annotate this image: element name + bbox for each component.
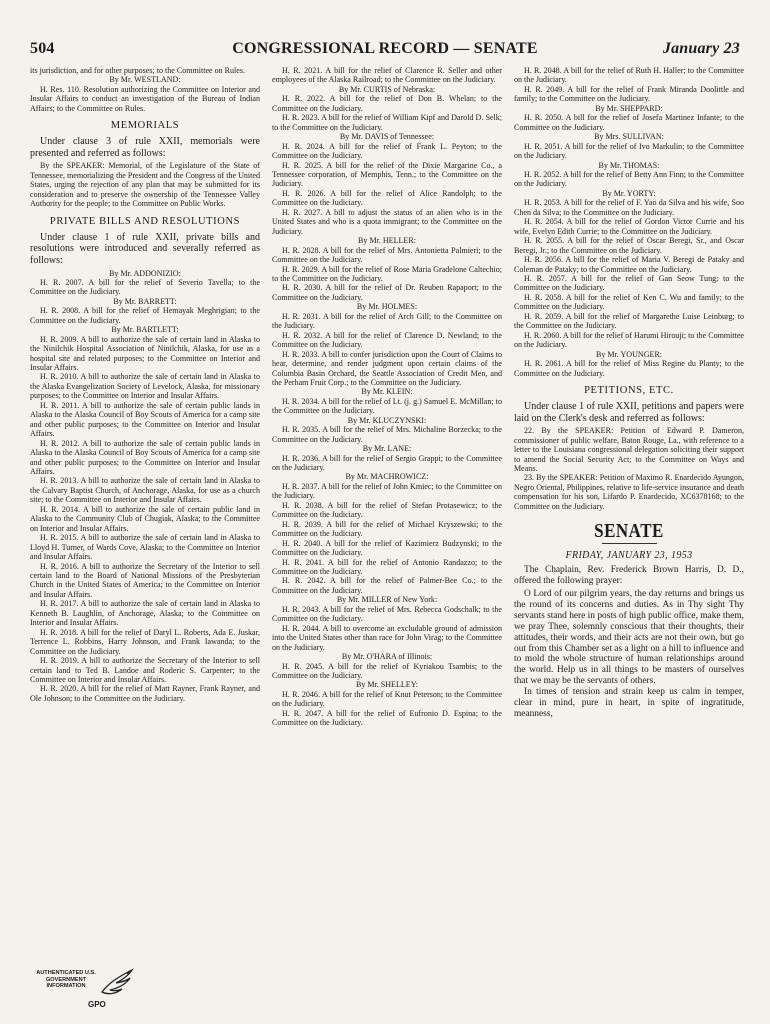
section-heading-memorials: MEMORIALS: [110, 120, 180, 132]
bill-entry: H. R. 2058. A bill for the relief of Ken C. Wu and family; to the Committee on the Judiciary.: [514, 292, 744, 312]
text-columns: [30, 66, 745, 976]
bill-entry: H. R. 2037. A bill for the relief of John Kmiec; to the Committee on the Judiciary.: [272, 481, 502, 501]
bill-entry: H. R. 2020. A bill for the relief of Matt Rayner, Frank Rayner, and Ole Johnson; to the Committee on the Judiciary.: [30, 684, 260, 703]
bill-entry: H. R. 2021. A bill for the relief of Clarence R. Seller and other employees of the Alaska Railroad; to the Committee on the Judiciary.: [272, 66, 502, 85]
sponsor-line: By Mr. HOLMES:: [356, 302, 418, 312]
eagle-icon: [98, 966, 138, 1000]
bill-entry: H. R. 2059. A bill for the relief of Margarethe Luise Leinburg; to the Committee on the Judiciary.: [514, 311, 744, 331]
bill-entry: H. R. 2052. A bill for the relief of Betty Ann Finn; to the Committee on the Judiciary.: [514, 169, 744, 189]
bill-entry: H. R. 2010. A bill to authorize the sale of certain land in Alaska to the Alaska Evangelization Society of Levelock, Alaska, for missionary purposes; to the Committee on Interior and Insular Affairs.: [30, 372, 260, 401]
section-intro: Under clause 1 of rule XXII, private bills and resolutions were introduced and severally referred as follows:: [30, 231, 260, 266]
petition-entry: 23. By the SPEAKER: Petition of Maximo R. Enardecido Ayungon, Negro Oriental, Philippines, relative to life-service insurance and death compensation for his son, Lifardo P. Enardecido, XC6378168; to the Committee on the Judiciary.: [514, 473, 744, 511]
bill-entry: H. R. 2035. A bill for the relief of Mrs. Michaline Borzecka; to the Committee on the Judiciary.: [272, 425, 502, 444]
bill-entry: H. R. 2057. A bill for the relief of Gan Seow Tung; to the Committee on the Judiciary.: [514, 273, 744, 293]
section-heading-petitions: PETITIONS, ETC.: [584, 384, 674, 396]
sponsor-line: By Mr. KLUCZYNSKI:: [347, 415, 427, 425]
bill-entry: H. R. 2041. A bill for the relief of Antonio Randazzo; to the Committee on the Judiciary.: [272, 557, 502, 577]
bill-entry: H. R. 2032. A bill for the relief of Clarence D. Newland; to the Committee on the Judiciary.: [272, 330, 502, 350]
sponsor-line: By Mr. SHEPPARD:: [595, 103, 663, 113]
session-dateline: FRIDAY, JANUARY 23, 1953: [565, 550, 693, 562]
bill-entry: H. R. 2033. A bill to confer jurisdiction upon the Court of Claims to hear, determine, and render judgment upon certain claims of the Columbia Basin Orchard, the Seattle Association of Credit Men, and the Perham Fruit Corp.; to the Committee on the Judiciary.: [272, 349, 502, 387]
bill-entry: H. R. 2039. A bill for the relief of Michael Kryszewski; to the Committee on the Judiciary.: [272, 519, 502, 539]
bill-entry: H. R. 2030. A bill for the relief of Dr. Reuben Rapaport; to the Committee on the Judiciary.: [272, 283, 502, 302]
sponsor-line: By Mr. ADDONIZIO:: [109, 268, 181, 278]
bill-entry: H. R. 2029. A bill for the relief of Rose Maria Gradelone Caltechio; to the Committee on the Judiciary.: [272, 264, 502, 283]
page-number: 504: [30, 40, 55, 57]
bill-entry: H. R. 2007. A bill for the relief of Severio Tavella; to the Committee on the Judiciary.: [30, 277, 260, 297]
bill-entry: H. R. 2012. A bill to authorize the sale of certain public lands in Alaska to the Alaska Council of Boy Scouts of America for a camp site and other public purposes; to the Committee on Interior and Insular Affairs.: [30, 438, 260, 477]
column-left: [30, 66, 260, 976]
bill-entry: H. R. 2051. A bill for the relief of Ivo Markulin; to the Committee on the Judiciary.: [514, 141, 744, 161]
column-middle: [272, 66, 502, 976]
bill-entry: H. R. 2008. A bill for the relief of Hemayak Meghrigian; to the Committee on the Judiciary.: [30, 306, 260, 325]
sponsor-line: By Mr. YORTY:: [602, 188, 656, 198]
bill-entry: H. R. 2018. A bill for the relief of Daryl L. Roberts, Ada E. Juskar, Terrence L. Robbins, Harry Johnson, and Frank Iawanda; to the Committee on the Judiciary.: [30, 627, 260, 656]
paragraph: By the SPEAKER: Memorial, of the Legislature of the State of Tennessee, memorializing the President and the Congress of the United States, urging the rejection of any plan that may be submitted for its consideration and to preserve the ownership of the Tennessee Valley Authority for the people; to the Committee on Public Works.: [30, 161, 260, 209]
bill-entry: H. R. 2034. A bill for the relief of Lt. (j. g.) Samuel E. McMillan; to the Committee on the Judiciary.: [272, 396, 502, 416]
bill-entry: H. R. 2016. A bill to authorize the Secretary of the Interior to sell certain land to the Board of National Missions of the Presbyterian Church in the United States of America; to the Committee on Interior and Insular Affairs.: [30, 561, 260, 599]
bill-entry: H. R. 2028. A bill for the relief of Mrs. Antonietta Palmieri; to the Committee on the Judiciary.: [272, 245, 502, 265]
sponsor-line: By Mr. SHELLEY:: [355, 680, 419, 690]
page-header: [30, 40, 740, 64]
bill-entry: H. R. 2017. A bill to authorize the sale of certain land in Alaska to Kenneth B. Laughlin, of Anchorage, Alaska; to the Committee on Interior and Insular Affairs.: [30, 599, 260, 628]
bill-entry: H. R. 2015. A bill to authorize the sale of certain land in Alaska to Lloyd H. Turner, of Wards Cove, Alaska; to the Committee on Interior and Insular Affairs.: [30, 533, 260, 562]
bill-entry: H. R. 2049. A bill for the relief of Frank Miranda Doolittle and family; to the Committee on the Judiciary.: [514, 84, 744, 104]
paragraph: its jurisdiction, and for other purposes; to the Committee on Rules.: [30, 66, 246, 75]
sponsor-line: By Mr. LANE:: [362, 444, 412, 454]
bill-entry: H. R. 2023. A bill for the relief of William Kipf and Darold D. Selk; to the Committee on the Judiciary.: [272, 113, 502, 132]
bill-entry: H. R. 2050. A bill for the relief of Josefa Martinez Infante; to the Committee on the Judiciary.: [514, 113, 744, 132]
bill-entry: H. R. 2048. A bill for the relief of Ruth H. Haller; to the Committee on the Judiciary.: [514, 66, 744, 85]
bill-entry: H. R. 2047. A bill for the relief of Eufronio D. Espina; to the Committee on the Judiciary.: [272, 708, 502, 728]
section-heading-private-bills: PRIVATE BILLS AND RESOLUTIONS: [49, 215, 241, 227]
bill-entry: H. R. 2026. A bill for the relief of Alice Randolph; to the Committee on the Judiciary.: [272, 188, 502, 208]
bill-entry: H. R. 2038. A bill for the relief of Stefan Protasewicz; to the Committee on the Judiciary.: [272, 500, 502, 520]
bill-entry: H. R. 2024. A bill for the relief of Frank L. Peyton; to the Committee on the Judiciary.: [272, 141, 502, 161]
petition-entry: 22. By the SPEAKER: Petition of Edward P. Dameron, commissioner of public welfare, Baton Rouge, La., with reference to a letter to the Louisiana congressional delegation soliciting their support to amend the Social Security Act; to the Committee on Ways and Means.: [514, 426, 744, 473]
sponsor-line: By Mr. WESTLAND:: [109, 75, 181, 85]
bill-entry: H. R. 2036. A bill for the relief of Sergio Grappi; to the Committee on the Judiciary.: [272, 453, 502, 473]
bill-entry: H. R. 2055. A bill for the relief of Oscar Beregi, Sr., and Oscar Beregi, Jr.; to the Committee on the Judiciary.: [514, 236, 744, 255]
bill-entry: H. R. 2043. A bill for the relief of Mrs. Rebecca Godschalk; to the Committee on the Judiciary.: [272, 604, 502, 624]
bill-entry: H. R. 2025. A bill for the relief of the Dixie Margarine Co., a Tennessee corporation, of Memphis, Tenn.; to the Committee on the Judiciary.: [272, 160, 502, 189]
bill-entry: H. R. 2040. A bill for the relief of Kazimierz Budzynski; to the Committee on the Judiciary.: [272, 538, 502, 558]
bill-entry: H. R. 2044. A bill to overcome an excludable ground of admission into the United States other than race for John Virag; to the Committee on the Judiciary.: [272, 623, 502, 652]
bill-entry: H. R. 2061. A bill for the relief of Miss Regine du Planty; to the Committee on the Judiciary.: [514, 359, 744, 378]
sponsor-line: By Mr. DAVIS of Tennessee:: [339, 132, 435, 142]
bill-entry: H. R. 2056. A bill for the relief of Maria V. Beregi de Pataky and Coleman de Pataky; to the Committee on the Judiciary.: [514, 255, 744, 274]
section-intro: Under clause 1 of rule XXII, petitions and papers were laid on the Clerk's desk and referred as follows:: [514, 400, 744, 424]
bill-entry: H. R. 2031. A bill for the relief of Arch Gill; to the Committee on the Judiciary.: [272, 311, 502, 331]
bill-entry: H. R. 2014. A bill to authorize the sale of certain public land in Alaska to the Community Club of Chugiak, Alaska; to the Committee on Interior and Insular Affairs.: [30, 504, 260, 533]
prayer-paragraph: O Lord of our pilgrim years, the day returns and brings us the round of its concerns and duties. As in Thy sight Thy servants stand here in posts of high public office, make them, we pray Thee, solemnly conscious that their thoughts, their attitudes, their words, and their acts are not their own, but go out from this Chamber set as a light on a hill to influence and to mold the whole structure of human relationships around the world. Help us in all things to be masters of ourselves that we may be the servants of others.: [514, 589, 744, 687]
bill-entry: H. R. 2027. A bill to adjust the status of an alien who is in the United States and who is a quota immigrant; to the Committee on the Judiciary.: [272, 207, 502, 236]
bill-entry: H. R. 2046. A bill for the relief of Knut Peterson; to the Committee on the Judiciary.: [272, 689, 502, 709]
section-intro: Under clause 3 of rule XXII, memorials were presented and referred as follows:: [30, 136, 260, 159]
bill-entry: H. R. 2022. A bill for the relief of Don B. Whelan; to the Committee on the Judiciary.: [272, 94, 502, 113]
chaplain-intro: The Chaplain, Rev. Frederick Brown Harris, D. D., offered the following prayer:: [514, 565, 744, 587]
logo-text: AUTHENTICATED U.S. GOVERNMENT INFORMATION: [36, 970, 96, 990]
sponsor-line: By Mr. YOUNGER:: [595, 349, 663, 359]
sponsor-line: By Mr. BARRETT:: [113, 296, 177, 306]
bill-entry: H. R. 2019. A bill to authorize the Secretary of the Interior to sell certain land to Ted B. Landoe and Roderic S. Carpenter; to the Committee on Interior and Insular Affairs.: [30, 656, 260, 684]
heading-rule: [602, 543, 657, 544]
bill-entry: H. R. 2042. A bill for the relief of Palmer-Bee Co.; to the Committee on the Judiciary.: [272, 576, 502, 595]
logo-mark: GPO: [88, 1000, 106, 1009]
bill-entry: H. R. 2060. A bill for the relief of Harumi Hirouji; to the Committee on the Judiciary.: [514, 330, 744, 350]
sponsor-line: By Mr. MILLER of New York:: [336, 595, 438, 605]
sponsor-line: By Mr. O'HARA of Illinois:: [341, 652, 433, 662]
prayer-paragraph: In times of tension and strain keep us calm in temper, clear in mind, pure in heart, in spite of ingratitude, meanness,: [514, 687, 744, 719]
senate-heading: SENATE: [594, 519, 664, 542]
sponsor-line: By Mr. KLEIN:: [361, 387, 413, 397]
sponsor-line: By Mr. HELLER:: [358, 236, 416, 246]
bill-entry: H. R. 2011. A bill to authorize the sale of certain public lands in Alaska to the Alaska Council of Boy Scouts of America for a camp site and other public purposes; to the Committee on Interior and Insular Affairs.: [30, 400, 260, 439]
sponsor-line: By Mr. CURTIS of Nebraska:: [338, 84, 436, 94]
bill-entry: H. R. 2013. A bill to authorize the sale of certain land in Alaska to the Calvary Baptist Church, of Anchorage, Alaska, for use as a church site; to the Committee on Interior and Insular Affairs.: [30, 476, 260, 505]
gpo-authentication-logo: [30, 966, 140, 1014]
publication-title: CONGRESSIONAL RECORD — SENATE: [232, 40, 538, 57]
paragraph: H. Res. 110. Resolution authorizing the Committee on Interior and Insular Affairs to conduct an investigation of the Bureau of Indian Affairs; to the Committee on Rules.: [30, 84, 260, 113]
bill-entry: H. R. 2009. A bill to authorize the sale of certain land in Alaska to the Ninilchik Hospital Association of Ninilchik, Alaska, for use as a hospital site and related purposes; to the Committee on Interior and Insular Affairs.: [30, 334, 260, 373]
sponsor-line: By Mrs. SULLIVAN:: [594, 132, 664, 142]
bill-entry: H. R. 2053. A bill for the relief of F. Yao da Silva and his wife, Soo Chen da Silva; to the Committee on the Judiciary.: [514, 198, 744, 217]
sponsor-line: By Mr. MACHROWICZ:: [345, 472, 429, 482]
bill-entry: H. R. 2045. A bill for the relief of Kyriakou Tsambis; to the Committee on the Judiciary.: [272, 661, 502, 680]
sponsor-line: By Mr. BARTLETT:: [111, 325, 179, 335]
sponsor-line: By Mr. THOMAS:: [598, 160, 660, 170]
bill-entry: H. R. 2054. A bill for the relief of Gordon Victor Currie and his wife, Evelyn Edith Currie; to the Committee on the Judiciary.: [514, 217, 744, 236]
header-date: January 23: [662, 40, 740, 57]
column-right: [514, 66, 744, 976]
